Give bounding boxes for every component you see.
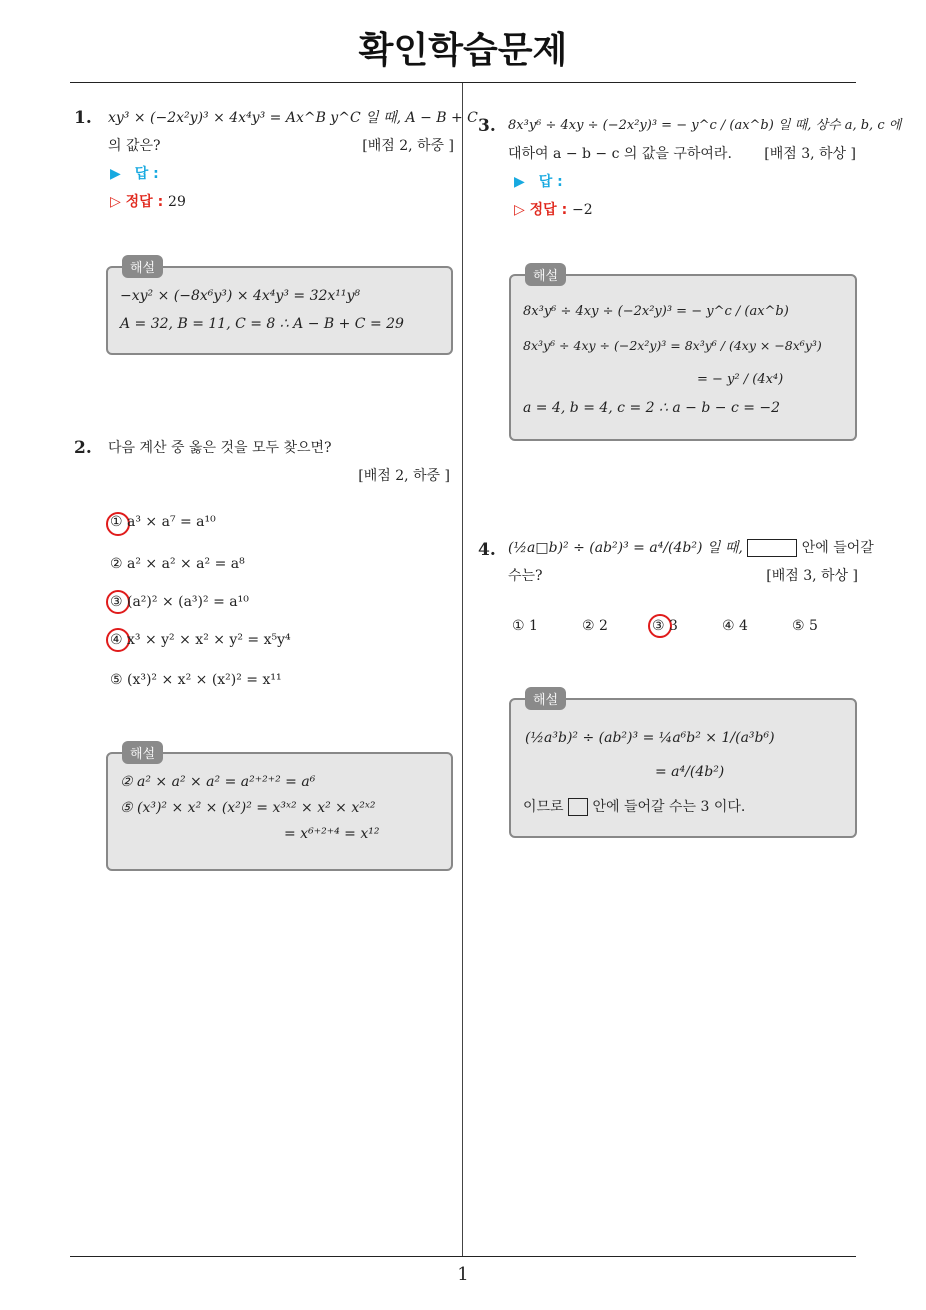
q4-text: [508, 534, 874, 590]
q4-stem: (½a□b)² ÷ (ab²)³ = a⁴/(4b²) 일 때,: [508, 540, 743, 556]
q3-correct-label: ▷ 정답 :: [514, 202, 568, 218]
q1-answer-label: ▶ 답 :: [110, 166, 159, 182]
top-divider: [70, 82, 856, 83]
q1-expl-line-1: −xy² × (−8x⁶y³) × 4x⁴y³ = 32x¹¹y⁸: [120, 288, 361, 304]
q1-expl-line-2: A = 32, B = 11, C = 8 ∴ A − B + C = 29: [120, 316, 404, 332]
q1-explanation-label: 해설: [122, 255, 163, 278]
q3-answer-label: ▶ 답 :: [514, 174, 563, 190]
q2-choice-2[interactable]: ② a² × a² × a² = a⁸: [110, 556, 245, 572]
q1-text: [108, 104, 478, 160]
q4-stem-post: 안에 들어갈: [801, 540, 874, 556]
q2-expl-line-1: ② a² × a² × a² = a²⁺²⁺² = a⁶: [120, 774, 316, 790]
q2-choice-3[interactable]: ③ (a²)² × (a³)² = a¹⁰: [110, 594, 249, 610]
q3-tag: [배점 3, 하상 ]: [764, 146, 856, 162]
q3-expl-line-4: a = 4, b = 4, c = 2 ∴ a − b − c = −2: [523, 400, 781, 416]
q4-expl-post: 안에 들어갈 수는 3 이다.: [592, 799, 746, 815]
q3-text: [508, 112, 902, 168]
q2-stem: 다음 계산 중 옳은 것을 모두 찾으면?: [108, 440, 332, 456]
q4-expl-line-2: = a⁴/(4b²): [655, 764, 725, 780]
q4-blank-box: [747, 539, 797, 557]
q2-choice-4[interactable]: ④ x³ × y² × x² × y² = x⁵y⁴: [110, 632, 291, 648]
q4-choice-5[interactable]: ⑤ 5: [792, 618, 818, 634]
q1-number: 1.: [74, 108, 92, 128]
q4-choice-1[interactable]: ① 1: [512, 618, 538, 634]
q3-expl-line-3: = − y² / (4x⁴): [697, 372, 784, 387]
q1-explanation-box: [106, 261, 453, 355]
q4-explanation-box: [509, 693, 857, 838]
q4-choice-3[interactable]: ③ 3: [652, 618, 678, 634]
q4-expl-pre: 이므로: [523, 799, 564, 815]
q4-number: 4.: [478, 540, 496, 560]
q3-explanation-box: [509, 269, 857, 441]
q4-expl-line-1: (½a³b)² ÷ (ab²)³ = ¼a⁶b² × 1/(a³b⁶): [525, 730, 775, 746]
q2-tag: [배점 2, 하중 ]: [358, 468, 450, 484]
q4-choice-2[interactable]: ② 2: [582, 618, 608, 634]
q1-correct-label: ▷ 정답 :: [110, 194, 164, 210]
q3-explanation-label: 해설: [525, 263, 566, 286]
q3-expl-line-2: 8x³y⁶ ÷ 4xy ÷ (−2x²y)³ = 8x³y⁶ / (4xy × −8x⁶y³): [523, 338, 822, 353]
q1-stem: xy³ × (−2x²y)³ × 4x⁴y³ = Ax^B y^C 일 때, A − B + C: [108, 110, 478, 126]
q4-tag: [배점 3, 하상 ]: [766, 568, 858, 584]
q4-expl-box: [568, 798, 588, 816]
column-divider: [462, 83, 463, 1256]
q3-stem: 8x³y⁶ ÷ 4xy ÷ (−2x²y)³ = − y^c / (ax^b) 일 때, 상수 a, b, c 에: [508, 118, 902, 133]
q3-expl-line-1: 8x³y⁶ ÷ 4xy ÷ (−2x²y)³ = − y^c / (ax^b): [523, 304, 789, 319]
q3-stem-cont: 대하여 a − b − c 의 값을 구하여라.: [508, 146, 732, 162]
q4-explanation-label: 해설: [525, 687, 566, 710]
q2-choice-5[interactable]: ⑤ (x³)² × x² × (x²)² = x¹¹: [110, 672, 282, 688]
q2-expl-line-3: = x⁶⁺²⁺⁴ = x¹²: [284, 826, 380, 842]
q2-expl-line-2: ⑤ (x³)² × x² × (x²)² = x³ˣ² × x² × x²ˣ²: [120, 800, 376, 816]
q4-expl-line-3: [523, 796, 745, 816]
q2-explanation-box: [106, 747, 453, 871]
q2-choice-1[interactable]: ① a³ × a⁷ = a¹⁰: [110, 514, 216, 530]
q2-number: 2.: [74, 438, 92, 458]
q2-explanation-label: 해설: [122, 741, 163, 764]
bottom-divider: [70, 1256, 856, 1257]
q4-choice-4[interactable]: ④ 4: [722, 618, 748, 634]
q4-stem-cont: 수는?: [508, 568, 543, 584]
q3-correct-line: [514, 196, 593, 224]
q1-tag: [배점 2, 하중 ]: [362, 138, 454, 154]
page-number: 1: [457, 1264, 469, 1285]
q3-number: 3.: [478, 116, 496, 136]
q3-correct-value: −2: [572, 202, 593, 218]
q2-text: [108, 434, 450, 490]
q1-correct-line: [110, 188, 186, 216]
page-title: 확인학습문제: [358, 30, 568, 71]
q1-correct-value: 29: [168, 194, 186, 210]
q1-stem-cont: 의 값은?: [108, 138, 161, 154]
